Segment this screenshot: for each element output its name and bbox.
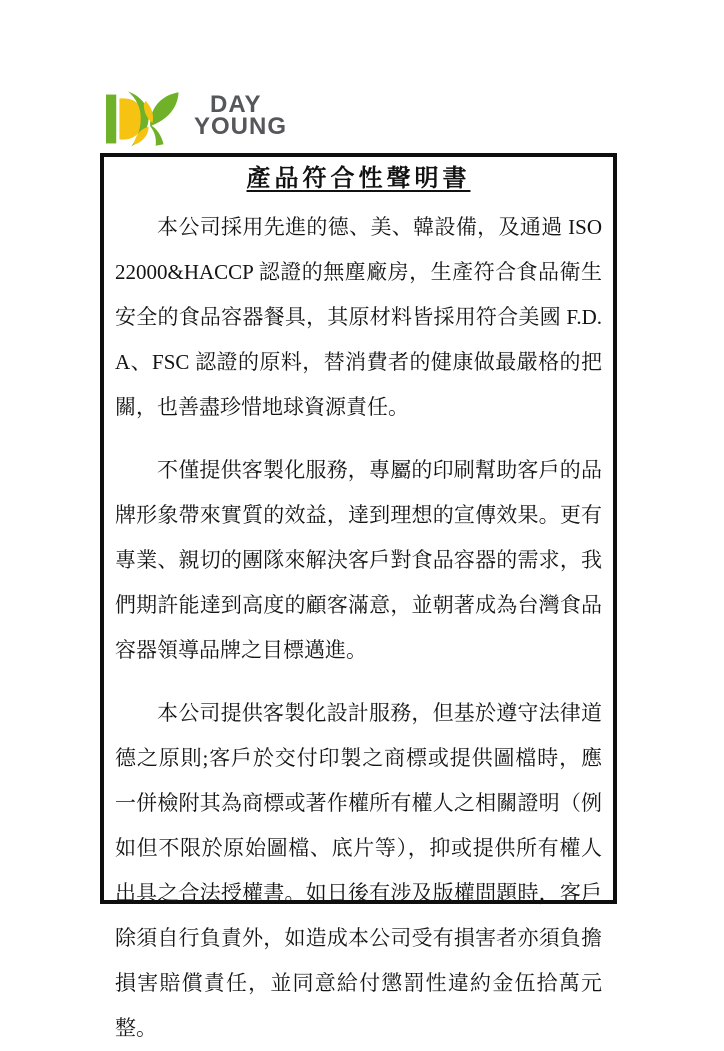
document-body	[115, 205, 602, 1051]
logo-right-leaf-shape	[150, 92, 178, 126]
paragraph-legal-copyright: 本公司提供客製化設計服務，但基於遵守法律道德之原則;客戶於交付印製之商標或提供圖檔時，應一併檢附其為商標或著作權所有權人之相關證明（例如但不限於原始圖檔、底片等），抑或提供所有權人出具之合法授權書。如日後有涉及版權問題時，客戶除須自行負責外，如造成本公司受有損害者亦須負擔損害賠償責任，並同意給付懲罰性違約金伍拾萬元整。	[115, 701, 602, 1040]
document-title	[115, 163, 602, 195]
logo-bar-shape	[106, 95, 116, 144]
company-logo	[106, 87, 287, 151]
logo-text-young: YOUNG	[194, 113, 288, 140]
logo-stem-shape	[150, 125, 163, 146]
logo-wordmark	[194, 91, 288, 140]
paragraph-customization-service: 不僅提供客製化服務，專屬的印刷幫助客戶的品牌形象帶來實質的效益，達到理想的宣傳效果。更有專業、親切的團隊來解決客戶對食品容器的需求，我們期許能達到高度的顧客滿意，並朝著成為台灣食品容器領導品牌之目標邁進。	[115, 458, 602, 662]
day-young-logo-icon	[106, 87, 188, 151]
declaration-box	[100, 153, 617, 1040]
logo-text-day: DAY	[210, 91, 262, 118]
document-title-text: 產品符合性聲明書	[246, 166, 471, 192]
paragraph-production-certification: 本公司採用先進的德、美、韓設備，及通過 ISO22000&HACCP 認證的無塵廠房，生產符合食品衛生安全的食品容器餐具，其原材料皆採用符合美國 F.D.A、FSC 認證的原料，替消費者的健康做最嚴格的把關，也善盡珍惜地球資源責任。	[115, 215, 602, 419]
